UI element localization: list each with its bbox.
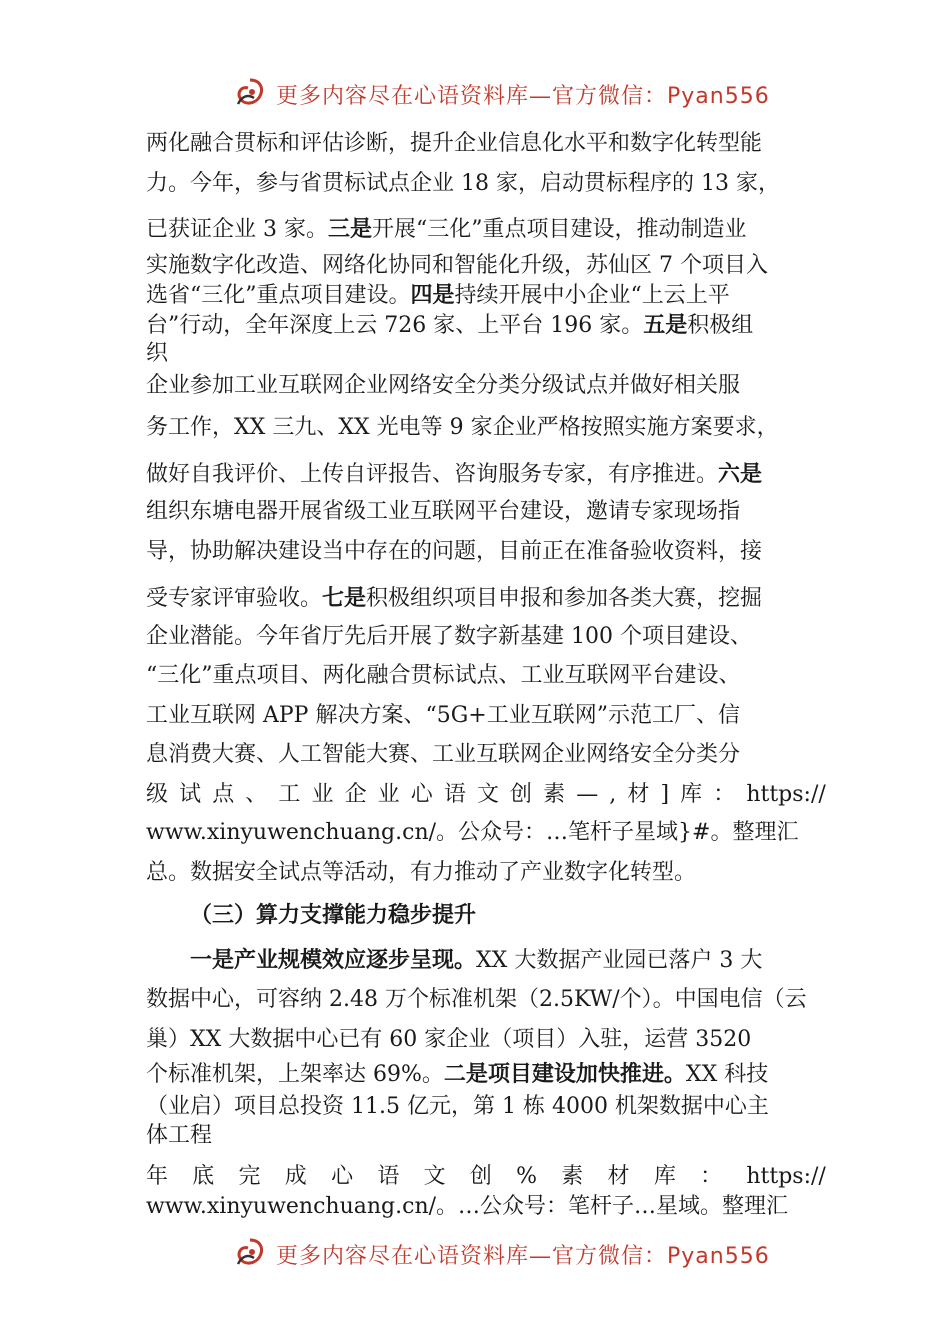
text-line: 总。数据安全试点等活动，有力推动了产业数字化转型。 (146, 860, 697, 885)
text-line: 两化融合贯标和评估诊断，提升企业信息化水平和数字化转型能 (146, 131, 763, 156)
text-line: 导，协助解决建设当中存在的问题，目前正在准备验收资料，接 (146, 539, 763, 564)
text-line: 数据中心，可容纳 2.48 万个标准机架（2.5KW/个）。中国电信（云 (146, 987, 807, 1012)
logo-icon (230, 1234, 270, 1274)
text-line: 企业参加工业互联网企业网络安全分类分级试点并做好相关服 (146, 373, 741, 398)
logo-icon (230, 74, 270, 114)
text-line: 一是产业规模效应逐步呈现。XX 大数据产业园已落户 3 大 (190, 948, 763, 973)
emphasis: 五是 (643, 313, 688, 338)
text-line: 体工程 (146, 1123, 213, 1148)
emphasis: 四是 (410, 283, 455, 308)
text-line: www.xinyuwenchuang.cn/。公众号：…笔杆子星域}#。整理汇 (146, 820, 799, 845)
text-line: 选省“三化”重点项目建设。四是持续开展中小企业“上云上平 (146, 283, 730, 308)
watermark-id: Pyan556 (667, 83, 770, 109)
text-line: 台”行动，全年深度上云 726 家、上平台 196 家。五是积极组 (146, 313, 754, 338)
text-line: 实施数字化改造、网络化协同和智能化升级，苏仙区 7 个项目入 (146, 253, 768, 278)
watermark-top (230, 74, 770, 114)
emphasis: 三是 (327, 217, 372, 242)
text-line: 已获证企业 3 家。三是开展“三化”重点项目建设，推动制造业 (146, 217, 747, 242)
text-line: 织 (146, 341, 169, 366)
watermark-text: 更多内容尽在心语资料库—官方微信： (276, 1243, 668, 1269)
text-line: 巢）XX 大数据中心已有 60 家企业（项目）入驻，运营 3520 (146, 1027, 752, 1052)
text-line: “三化”重点项目、两化融合贯标试点、工业互联网平台建设、 (146, 663, 741, 688)
emphasis: 一是产业规模效应逐步呈现。 (190, 948, 477, 973)
text-line: 做好自我评价、上传自评报告、咨询服务专家，有序推进。六是 (146, 462, 763, 487)
text-line: 企业潜能。今年省厅先后开展了数字新基建 100 个项目建设、 (146, 624, 752, 649)
text-line-justified: 年 底 完 成 心 语 文 创 % 素 材 库 ： https:// (146, 1164, 826, 1189)
section-heading: （三）算力支撑能力稳步提升 (190, 903, 477, 928)
watermark-bottom (230, 1234, 770, 1274)
text-line: www.xinyuwenchuang.cn/。…公众号：笔杆子…星域。整理汇 (146, 1194, 789, 1219)
watermark-id: Pyan556 (667, 1243, 770, 1269)
watermark-text: 更多内容尽在心语资料库—官方微信： (276, 83, 668, 109)
text-line: 工业互联网 APP 解决方案、“5G+工业互联网”示范工厂、信 (146, 703, 740, 728)
text-line: 组织东塘电器开展省级工业互联网平台建设，邀请专家现场指 (146, 499, 741, 524)
text-line: 息消费大赛、人工智能大赛、工业互联网企业网络安全分类分 (146, 742, 741, 767)
text-line-justified: 级 试 点 、 工 业 企 业 心 语 文 创 素 — , 材 ] 库 ： https:// (146, 782, 826, 807)
text-line: 力。今年，参与省贯标试点企业 18 家，启动贯标程序的 13 家， (146, 171, 780, 196)
emphasis: 七是 (322, 586, 367, 611)
text-line: 务工作，XX 三九、XX 光电等 9 家企业严格按照实施方案要求， (146, 415, 779, 440)
text-line: 受专家评审验收。七是积极组织项目申报和参加各类大赛，挖掘 (146, 586, 763, 611)
text-line: 个标准机架，上架率达 69%。二是项目建设加快推进。XX 科技 (146, 1062, 769, 1087)
emphasis: 二是项目建设加快推进。 (443, 1062, 686, 1087)
text-line: （业启）项目总投资 11.5 亿元，第 1 栋 4000 机架数据中心主 (146, 1094, 769, 1119)
emphasis: 六是 (718, 462, 763, 487)
